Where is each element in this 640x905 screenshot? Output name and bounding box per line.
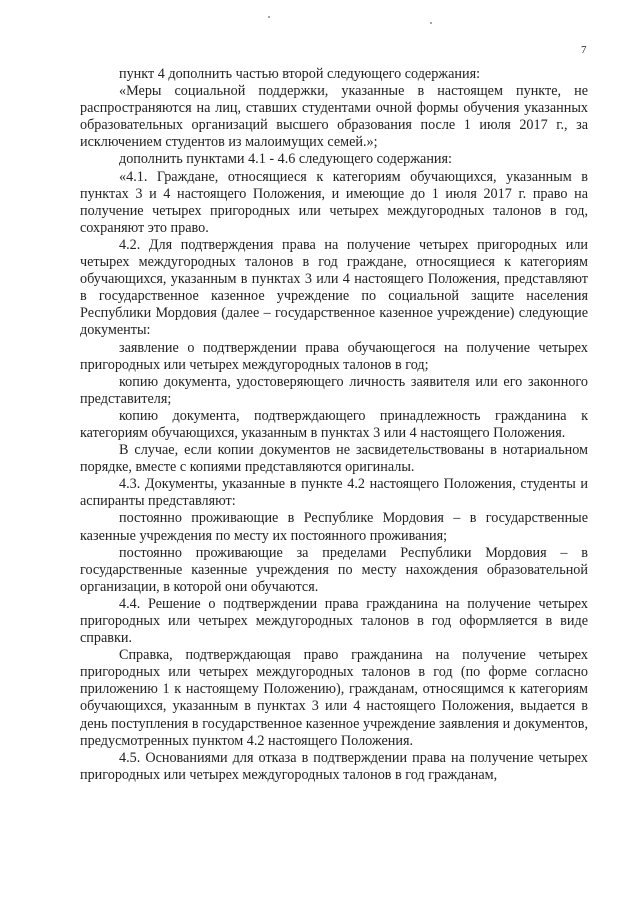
paragraph-support-measures: «Меры социальной поддержки, указанные в настоящем пункте, не распространяются на лиц, ставших студентами очной формы обучения указанных образовательных организаций высшего образования после 1 июля 2017 г., за исключением студентов из малоимущих семей.»; [80, 83, 588, 151]
paragraph-4-5: 4.5. Основаниями для отказа в подтверждении права на получение четырех пригородных или четырех междугородных талонов в год гражданам, [80, 749, 588, 783]
paragraph-originals: В случае, если копии документов не засвидетельствованы в нотариальном порядке, вместе с копиями представляются оригиналы. [80, 442, 588, 476]
scan-speck [268, 16, 270, 18]
paragraph-4-3: 4.3. Документы, указанные в пункте 4.2 настоящего Положения, студенты и аспиранты представляют: [80, 476, 588, 510]
paragraph-category-copy: копию документа, подтверждающего принадлежность гражданина к категориям обучающихся, указанным в пунктах 3 или 4 настоящего Положения. [80, 407, 588, 441]
paragraph-certificate: Справка, подтверждающая право гражданина на получение четырех пригородных или четырех междугородных талонов в год (по форме согласно приложению 1 к настоящему Положению), гражданам, относящимся к категориям обучающихся, указанным в пунктах 3 или 4 настоящего Положения, выдается в день поступления в государственное казенное учреждение заявления и документов, предусмотренных пунктом 4.2 настоящего Положения. [80, 647, 588, 749]
document-body [80, 66, 588, 784]
scan-speck [430, 22, 432, 24]
paragraph-add-points: дополнить пунктами 4.1 - 4.6 следующего содержания: [119, 151, 452, 168]
page-number: 7 [581, 44, 587, 56]
paragraph-4-4: 4.4. Решение о подтверждении права гражданина на получение четырех пригородных или четырех междугородных талонов в год оформляется в виде справки. [80, 595, 588, 647]
paragraph-intro: пункт 4 дополнить частью второй следующего содержания: [119, 66, 481, 82]
paragraph-4-2: 4.2. Для подтверждения права на получение четырех пригородных или четырех междугородных талонов в год граждане, относящиеся к категориям обучающихся, указанным в пунктах 3 или 4 настоящего Положения, представляют в государственное казенное учреждение по социальной защите населения Республики Мордовия (далее – государственное казенное учреждение) следующие документы: [80, 236, 588, 339]
paragraph-residents: постоянно проживающие в Республике Мордовия – в государственные казенные учреждения по месту их постоянного проживания; [80, 510, 588, 544]
paragraph-nonresidents: постоянно проживающие за пределами Республики Мордовия – в государственные казенные учреждения по месту нахождения образовательной организации, в которой они обучаются. [80, 544, 588, 595]
paragraph-4-1: «4.1. Граждане, относящиеся к категориям обучающихся, указанным в пунктах 3 и 4 настоящего Положения, и имеющие до 1 июля 2017 г. право на получение четырех пригородных или четырех междугородных талонов в год, сохраняют это право. [80, 168, 588, 236]
paragraph-id-copy: копию документа, удостоверяющего личность заявителя или его законного представителя; [80, 373, 588, 407]
paragraph-application: заявление о подтверждении права обучающегося на получение четырех пригородных или четырех междугородных талонов в год; [80, 339, 588, 373]
